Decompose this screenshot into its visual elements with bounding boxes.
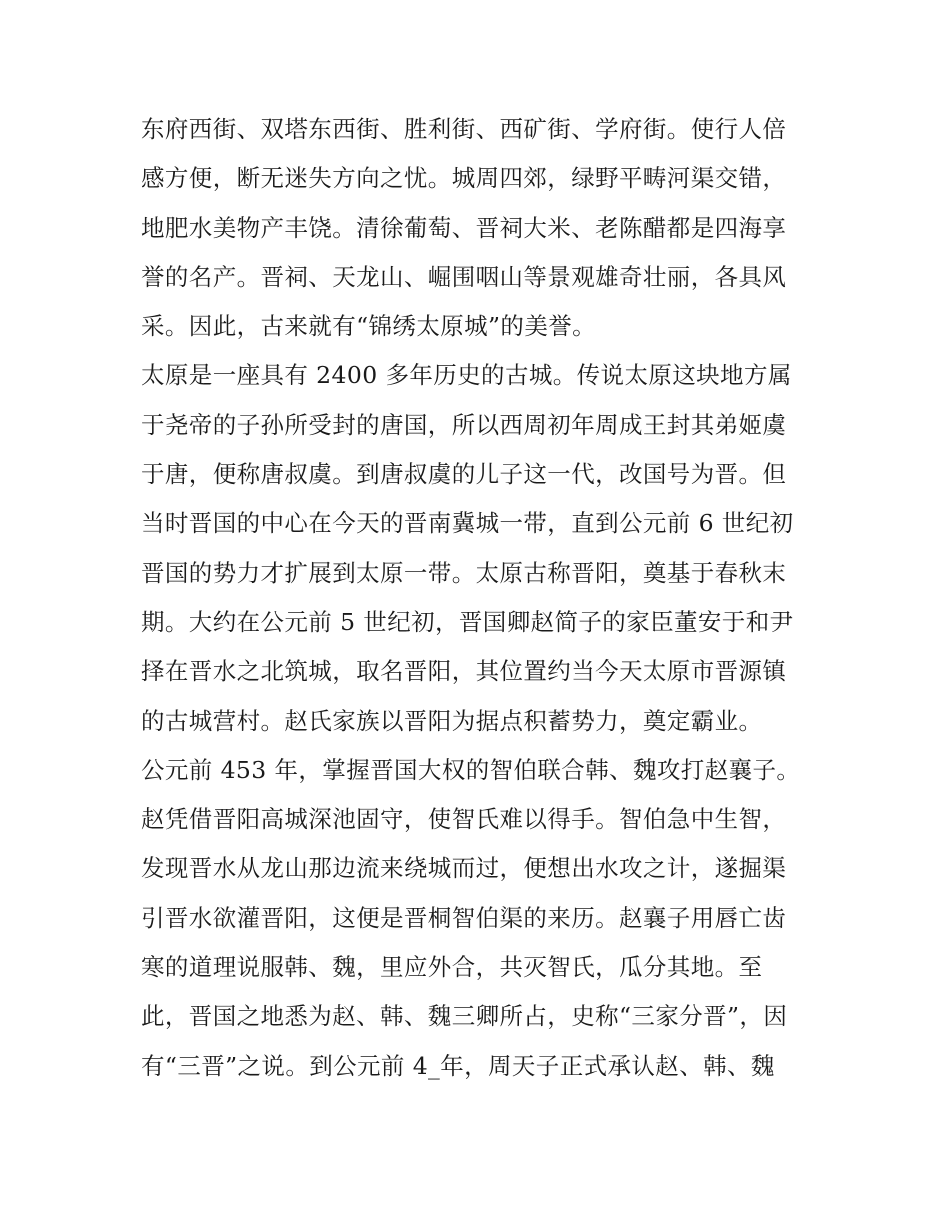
text-line-7: 于尧帝的子孙所受封的唐国，所以西周初年周成王封其弟姬虞 xyxy=(141,410,787,439)
text-line-6: 太原是一座具有 2400 多年历史的古城。传说太原这块地方属 xyxy=(141,361,792,390)
text-line-4: 誉的名产。晋祠、天龙山、崛围咽山等景观雄奇壮丽，各具风 xyxy=(141,262,787,291)
text-line-10: 晋国的势力才扩展到太原一带。太原古称晋阳，奠基于春秋末 xyxy=(141,558,787,587)
text-line-8: 于唐，便称唐叔虞。到唐叔虞的儿子这一代，改国号为晋。但 xyxy=(141,460,787,489)
text-line-15: 赵凭借晋阳高城深池固守，使智氏难以得手。智伯急中生智， xyxy=(141,805,787,834)
text-line-3: 地肥水美物产丰饶。清徐葡萄、晋祠大米、老陈醋都是四海享 xyxy=(141,213,787,242)
text-line-1: 东府西街、双塔东西街、胜利街、西矿街、学府街。使行人倍 xyxy=(141,115,787,143)
text-line-19: 此，晋国之地悉为赵、韩、魏三卿所占，史称“三家分晋”，因 xyxy=(141,1002,788,1031)
text-line-20: 有“三晋”之说。到公元前 4_年，周天子正式承认赵、韩、魏 xyxy=(141,1051,775,1080)
text-line-12: 择在晋水之北筑城，取名晋阳，其位置约当今天太原市晋源镇 xyxy=(141,657,787,686)
text-line-13: 的古城营村。赵氏家族以晋阳为据点积蓄势力，奠定霸业。 xyxy=(141,706,763,735)
text-line-11: 期。大约在公元前 5 世纪初，晋国卿赵简子的家臣董安于和尹 xyxy=(141,607,794,636)
text-line-16: 发现晋水从龙山那边流来绕城而过，便想出水攻之计，遂掘渠 xyxy=(141,854,787,883)
text-line-2: 感方便，断无迷失方向之忧。城周四郊，绿野平畴河渠交错， xyxy=(141,164,787,193)
text-line-9: 当时晋国的中心在今天的晋南冀城一带，直到公元前 6 世纪初 xyxy=(141,509,794,538)
document-body xyxy=(141,105,821,1091)
text-line-14: 公元前 453 年，掌握晋国大权的智伯联合韩、魏攻打赵襄子。 xyxy=(141,755,801,784)
text-line-5: 采。因此，古来就有“锦绣太原城”的美誉。 xyxy=(141,312,597,341)
text-line-18: 寒的道理说服韩、魏，里应外合，共灭智氏，瓜分其地。至 xyxy=(141,953,763,982)
text-line-17: 引晋水欲灌晋阳，这便是晋桐智伯渠的来历。赵襄子用唇亡齿 xyxy=(141,903,787,932)
